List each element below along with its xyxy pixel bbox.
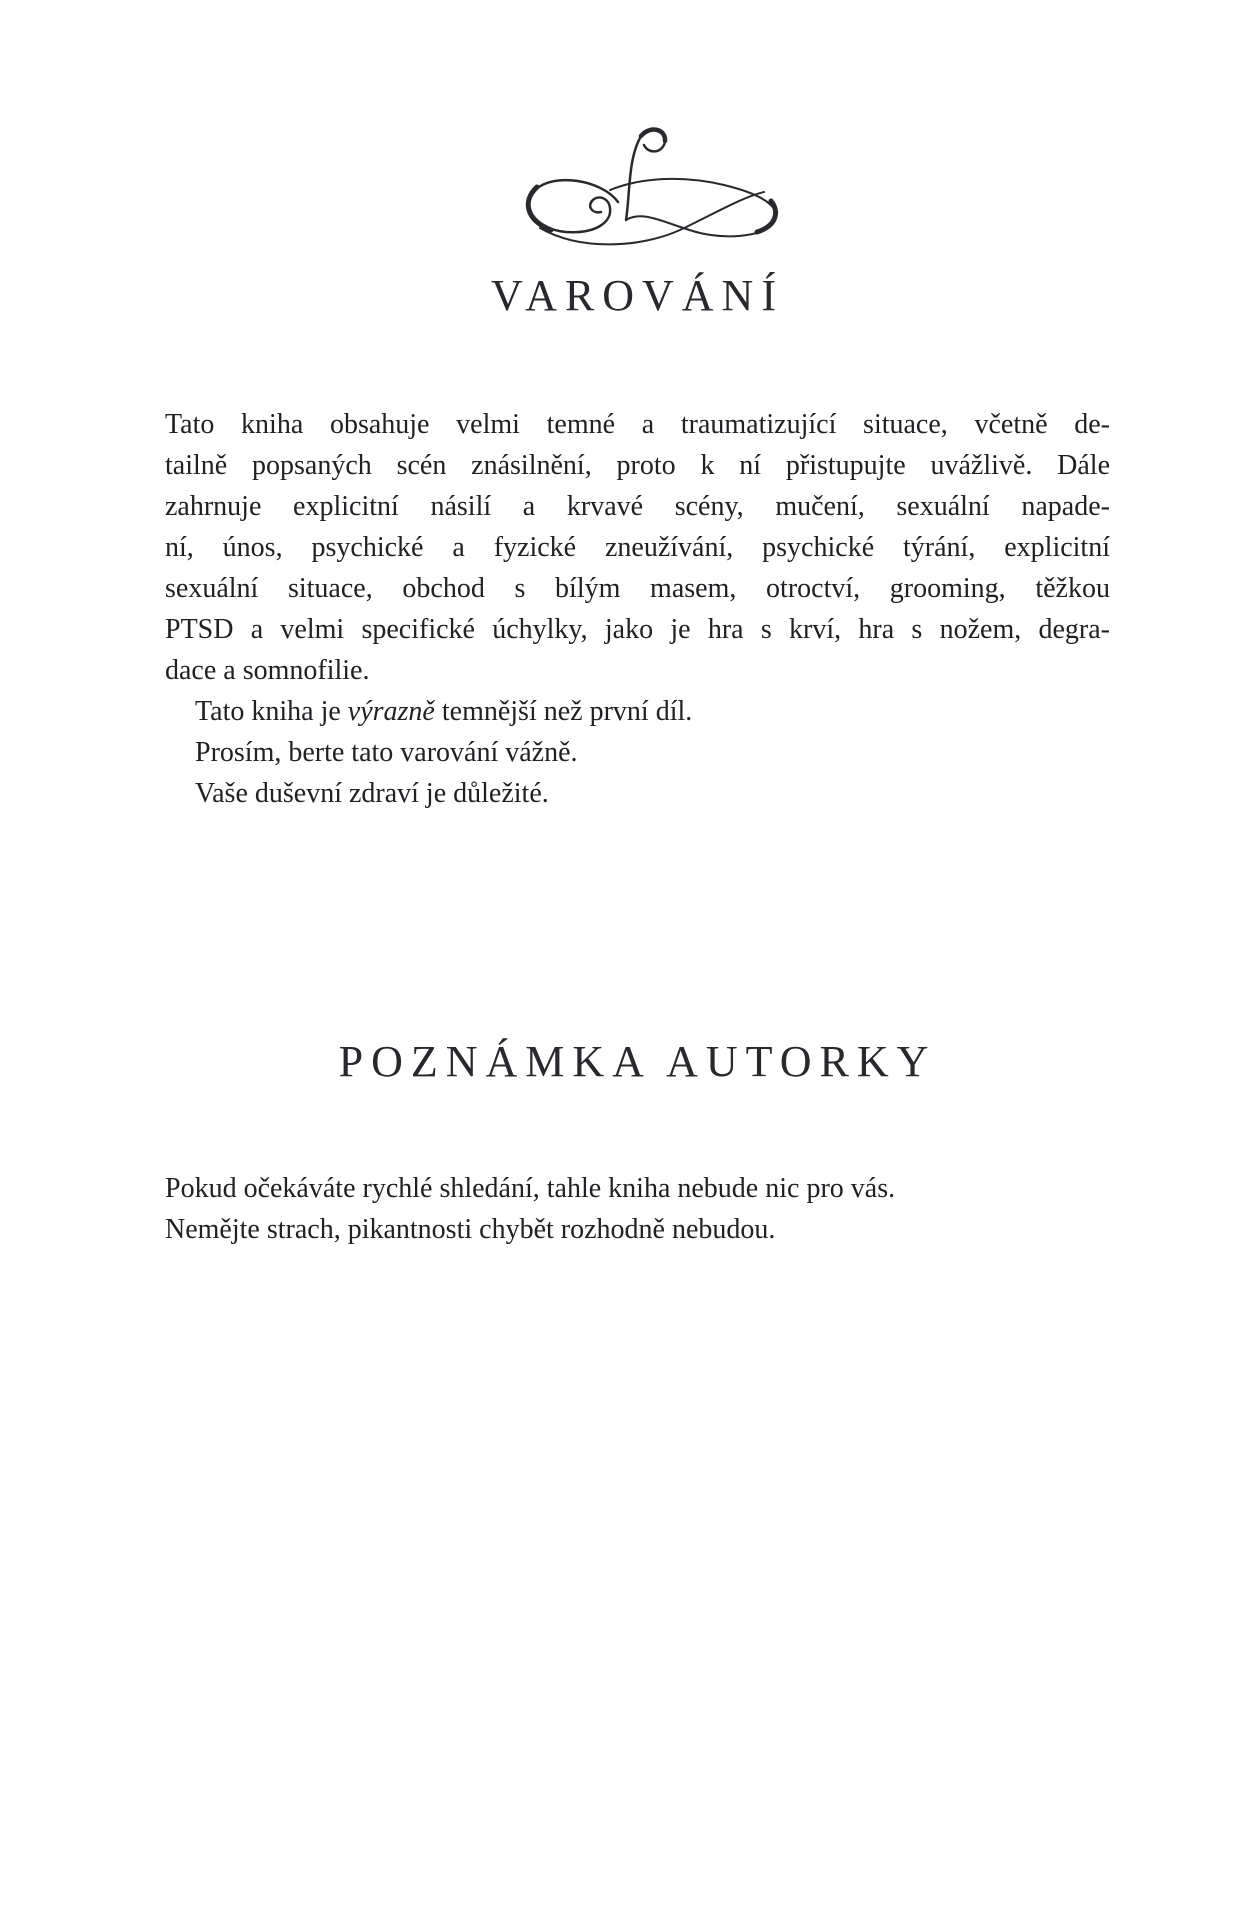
paragraph-line: sexuální situace, obchod s bílým masem, otroctví, grooming, těžkou <box>165 573 1110 604</box>
note-line-prefix: Tato kniha je <box>195 696 348 727</box>
flourish-ornament-icon <box>510 110 800 260</box>
paragraph-line: ní, únos, psychické a fyzické zneužívání, psychické týrání, explicitní <box>165 532 1110 563</box>
author-note-paragraph <box>165 1168 1110 1250</box>
note-line: Vaše duševní zdraví je důležité. <box>195 778 549 809</box>
warning-paragraph <box>165 404 1110 814</box>
paragraph-line: Tato kniha obsahuje velmi temné a traumatizující situace, včetně de- <box>165 409 1110 440</box>
warning-heading: VAROVÁNÍ <box>491 271 784 320</box>
paragraph-line: zahrnuje explicitní násilí a krvavé scény, mučení, sexuální napade- <box>165 491 1110 522</box>
paragraph-line: PTSD a velmi specifické úchylky, jako je hra s krví, hra s nožem, degra- <box>165 614 1110 645</box>
note-line-emphasis <box>165 691 1110 732</box>
note-line-italic-word: výrazně <box>347 696 435 727</box>
paragraph-line: tailně popsaných scén znásilnění, proto k ní přistupujte uvážlivě. Dále <box>165 450 1110 481</box>
paragraph-line: dace a somnofilie. <box>165 655 370 686</box>
paragraph-line: Nemějte strach, pikantnosti chybět rozhodně nebudou. <box>165 1214 776 1245</box>
paragraph-line: Pokud očekáváte rychlé shledání, tahle kniha nebude nic pro vás. <box>165 1173 896 1204</box>
note-line-suffix: temnější než první díl. <box>434 696 693 727</box>
note-line: Prosím, berte tato varování vážně. <box>195 737 578 768</box>
author-note-heading: POZNÁMKA AUTORKY <box>338 1037 937 1086</box>
